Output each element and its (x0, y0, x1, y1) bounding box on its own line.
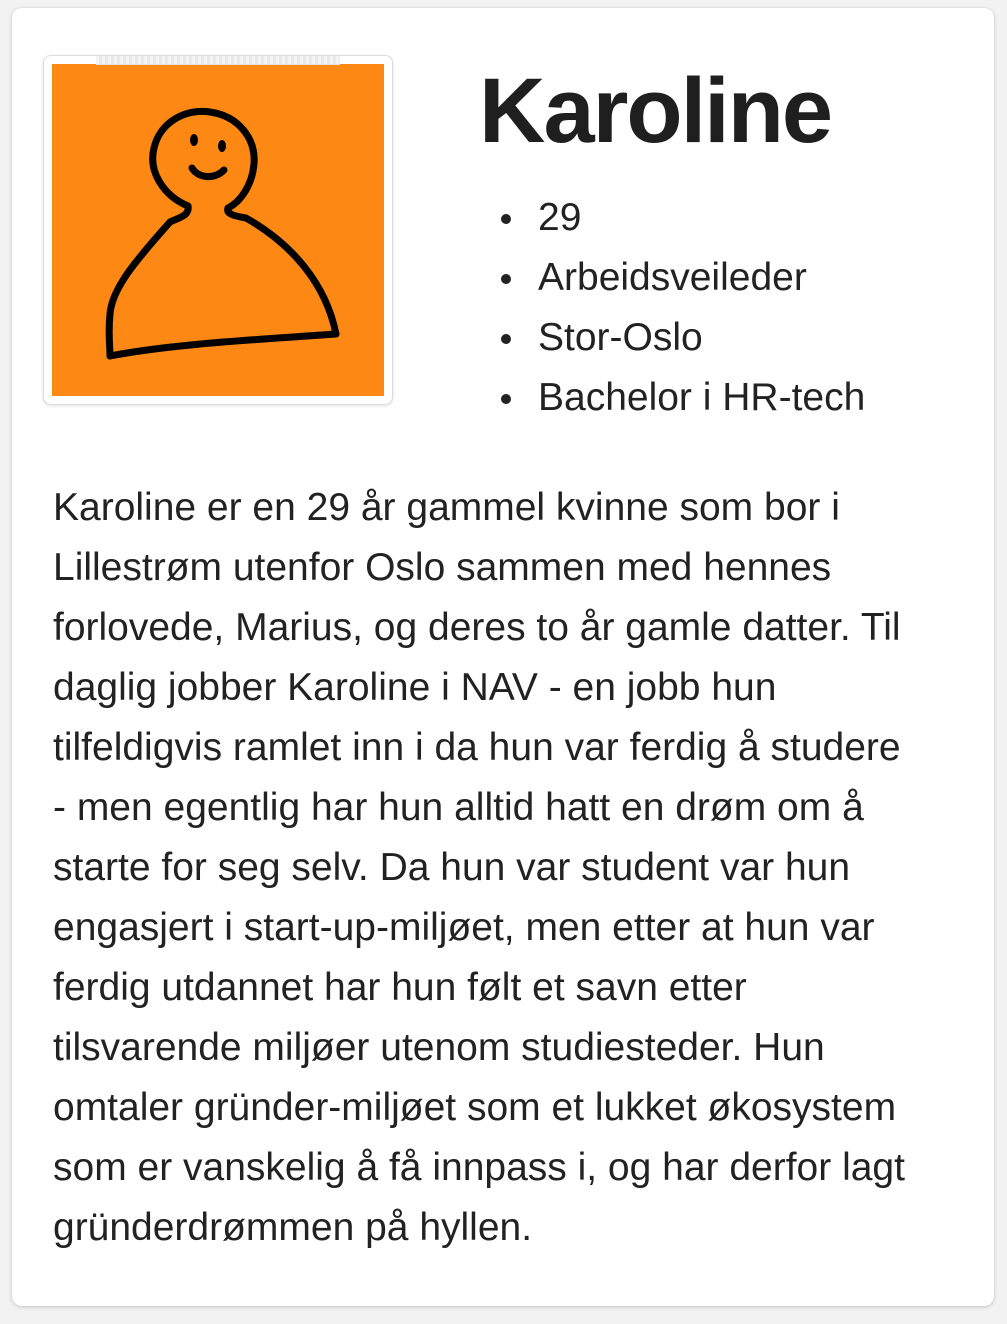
person-doodle-icon (52, 64, 384, 396)
fact-location: Stor-Oslo (499, 308, 865, 368)
fact-education: Bachelor i HR-tech (499, 368, 865, 428)
avatar (43, 55, 393, 405)
persona-bio: Karoline er en 29 år gammel kvinne som bor i Lillestrøm utenfor Oslo sammen med hennes forlovede, Marius, og deres to år gamle datter. Til daglig jobber Karoline i NAV - en jobb hun tilfeldigvis ramlet inn i da hun var ferdig å studere - men egentlig har hun alltid hatt en drøm om å starte for seg selv. Da hun var student var hun engasjert i start-up-miljøet, men etter at hun var ferdig utdannet har hun følt et savn etter tilsvarende miljøer utenom studiesteder. Hun omtaler gründer-miljøet som et lukket økosystem som er vanskelig å få innpass i, og har derfor lagt gründerdrømmen på hyllen. (53, 486, 905, 1249)
persona-card (12, 8, 994, 1306)
persona-facts-list (499, 188, 865, 428)
fact-age: 29 (499, 188, 865, 248)
tape-decoration (96, 56, 340, 65)
fact-occupation: Arbeidsveileder (499, 248, 865, 308)
persona-name: Karoline (479, 60, 832, 162)
avatar-image (52, 64, 384, 396)
